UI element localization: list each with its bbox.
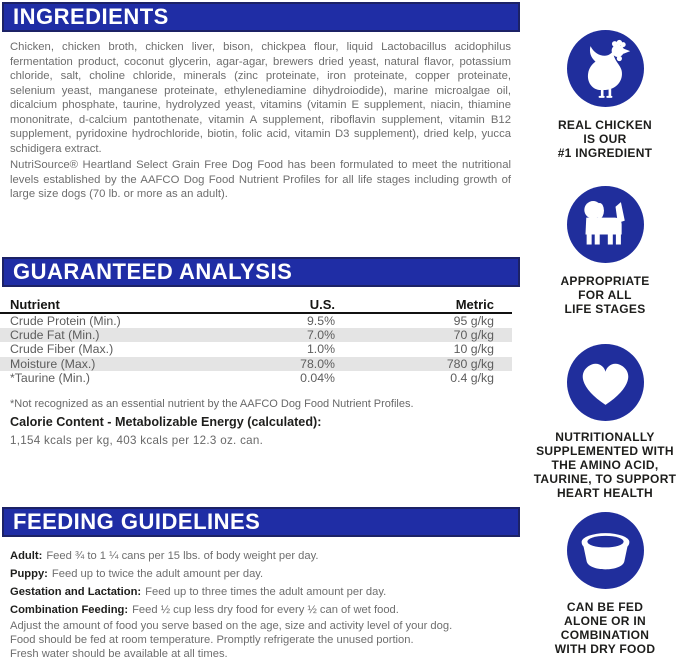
feeding-label: Puppy: <box>10 568 48 580</box>
feeding-note: Fresh water should be available at all times. <box>10 648 228 660</box>
table-row <box>0 314 512 328</box>
badge-heart-health <box>531 344 679 500</box>
cell-nutrient: Crude Fiber (Max.) <box>10 342 114 357</box>
badge-caption: NUTRITIONALLY SUPPLEMENTED WITH THE AMINO ACID, TAURINE, TO SUPPORT HEART HEALTH <box>533 430 677 500</box>
feeding-text: Feed up to twice the adult amount per day. <box>51 568 264 580</box>
table-row <box>0 342 512 356</box>
column-header-metric: Metric <box>455 297 494 312</box>
feeding-label: Combination Feeding: <box>10 604 129 616</box>
taurine-footnote: *Not recognized as an essential nutrient by the AAFCO Dog Food Nutrient Profiles. <box>10 398 414 410</box>
feeding-guidelines-header-bar <box>2 507 520 537</box>
cell-us: 7.0% <box>306 328 335 343</box>
badge-caption: REAL CHICKEN IS OUR #1 INGREDIENT <box>557 118 653 160</box>
table-row <box>0 328 512 342</box>
table-row <box>0 357 512 371</box>
cell-metric: 95 g/kg <box>453 314 494 329</box>
feeding-label: Adult: <box>10 550 43 562</box>
ingredients-paragraph: Chicken, chicken broth, chicken liver, bison, chickpea flour, liquid Lactobacillus acidophilus fermentation product, coconut glycerin, agar-agar, brewers dried yeast, natural flavor, potassium chloride, salt, choline chloride, minerals (zinc proteinate, iron proteinate, copper proteinate, selenium yeast, manganese proteinate, ethylenediamine dihydroiodide), marine microalgae oil, dicalcium phosphate, taurine, hydrolyzed yeast, vitamins (vitamin E supplement, niacin, thiamine mononitrate, d-calcium pantothenate, vitamin A supplement, riboflavin supplement, vitamin B12 supplement, pyridoxine hydrochloride, biotin, folic acid, vitamin D3 supplement), dried kelp, yucca schidigera extract. <box>10 41 511 155</box>
feeding-line-combination <box>10 604 399 617</box>
cell-metric: 70 g/kg <box>453 328 494 343</box>
cell-us: 9.5% <box>306 314 335 329</box>
badge-combination-feeding <box>531 512 679 656</box>
guaranteed-analysis-title: GUARANTEED ANALYSIS <box>13 259 293 284</box>
aafco-statement-paragraph: NutriSource® Heartland Select Grain Free Dog Food has been formulated to meet the nutritional levels established by the AAFCO Dog Food Nutrient Profiles for all life stages including growth of large size dogs (70 lb. or more as an adult). <box>10 159 511 200</box>
guaranteed-analysis-header-bar <box>2 257 520 287</box>
cell-us: 0.04% <box>300 370 335 385</box>
badge-caption: APPROPRIATE FOR ALL LIFE STAGES <box>560 274 650 316</box>
cell-nutrient: Moisture (Max.) <box>10 356 96 371</box>
cell-us: 78.0% <box>300 356 335 371</box>
cell-metric: 10 g/kg <box>453 342 494 357</box>
bowl-icon <box>531 512 679 589</box>
dog-icon <box>531 186 679 263</box>
column-header-nutrient: Nutrient <box>10 297 60 312</box>
cell-metric: 780 g/kg <box>446 356 494 371</box>
feeding-note: Food should be fed at room temperature. Promptly refrigerate the unused portion. <box>10 634 414 646</box>
table-row <box>0 371 512 385</box>
chicken-icon <box>531 30 679 107</box>
feeding-label: Gestation and Lactation: <box>10 586 142 598</box>
cell-us: 1.0% <box>306 342 335 357</box>
feeding-text: Feed ¾ to 1 ¼ cans per 15 lbs. of body weight per day. <box>46 550 319 562</box>
cell-nutrient: Crude Protein (Min.) <box>10 314 121 329</box>
cell-metric: 0.4 g/kg <box>450 370 494 385</box>
cell-nutrient: *Taurine (Min.) <box>10 370 90 385</box>
calorie-content-value: 1,154 kcals per kg, 403 kcals per 12.3 oz. can. <box>10 434 264 447</box>
calorie-content-heading: Calorie Content - Metabolizable Energy (calculated): <box>10 415 322 429</box>
badge-life-stages <box>531 186 679 316</box>
feeding-guidelines-title: FEEDING GUIDELINES <box>13 509 261 534</box>
ingredients-title: INGREDIENTS <box>13 4 169 29</box>
heart-icon <box>531 344 679 421</box>
badge-real-chicken <box>531 30 679 160</box>
column-header-us: U.S. <box>309 297 335 312</box>
feeding-text: Feed ½ cup less dry food for every ½ can of wet food. <box>132 604 399 616</box>
cell-nutrient: Crude Fat (Min.) <box>10 328 100 343</box>
badge-caption: CAN BE FED ALONE OR IN COMBINATION WITH DRY FOOD <box>554 600 656 656</box>
guaranteed-analysis-table <box>0 297 512 385</box>
table-header-row <box>0 297 512 314</box>
feeding-line-gestation <box>10 586 386 599</box>
feeding-text: Feed up to three times the adult amount per day. <box>145 586 387 598</box>
feeding-line-adult <box>10 550 319 563</box>
feeding-note: Adjust the amount of food you serve based on the age, size and activity level of your dog. <box>10 620 453 632</box>
feeding-line-puppy <box>10 568 263 581</box>
ingredients-header-bar <box>2 2 520 32</box>
